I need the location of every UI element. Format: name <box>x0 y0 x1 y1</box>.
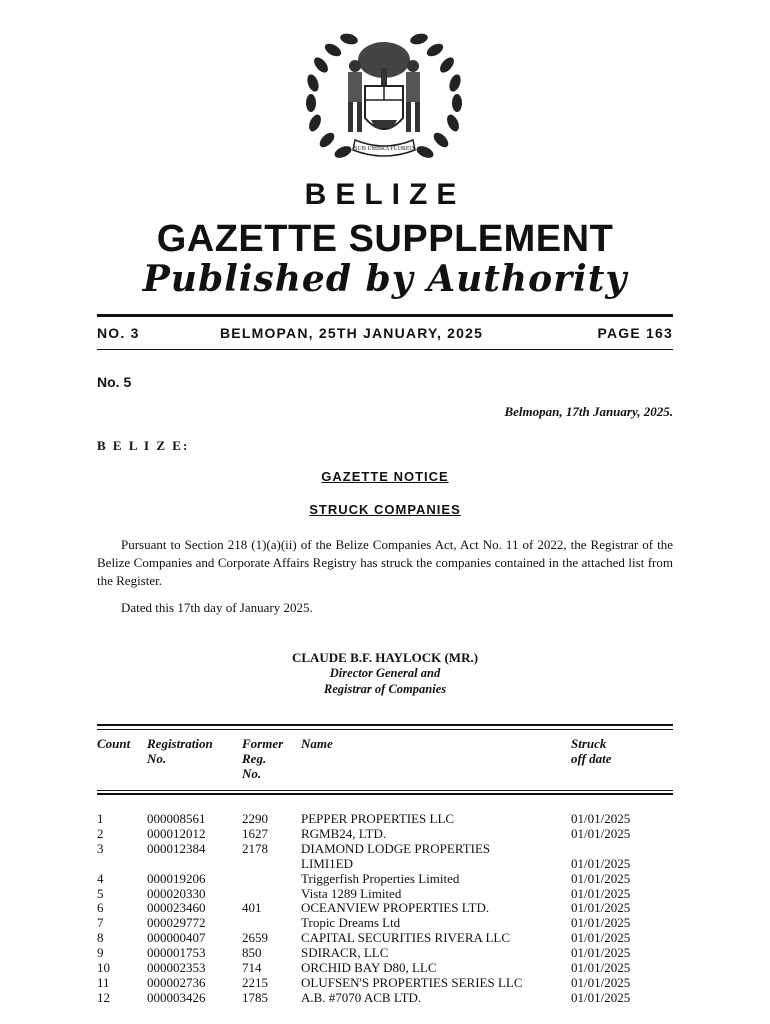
table-rule-mid-2 <box>97 793 673 795</box>
cell-count: 6 <box>97 900 104 916</box>
cell-company-name: RGMB24, LTD. <box>301 825 387 841</box>
cell-registration-no: 000029772 <box>147 915 206 931</box>
cell-company-name-continued: LIMI1ED <box>301 855 353 871</box>
cell-struck-date: 01/01/2025 <box>571 915 631 931</box>
col-header-struck: Struck <box>571 736 607 751</box>
gazette-title: GAZETTE SUPPLEMENT <box>156 218 614 260</box>
cell-company-name: OLUFSEN'S PROPERTIES SERIES LLC <box>301 974 523 990</box>
cell-company-name: OCEANVIEW PROPERTIES LTD. <box>301 900 490 916</box>
notice-body: Pursuant to Section 218 (1)(a)(ii) of the Belize Companies Act, Act No. 11 of 2022, the Registrar of the Belize Companies and Corporate Affairs Registry has struck the companies contained in the attached list from the Register. <box>97 537 673 588</box>
cell-registration-no: 000012012 <box>147 825 206 841</box>
cell-count: 10 <box>97 960 110 975</box>
cell-registration-no: 000003426 <box>147 989 206 1005</box>
cell-registration-no: 000000407 <box>147 930 206 946</box>
cell-company-name: Vista 1289 Limited <box>301 885 402 901</box>
cell-former-reg-no: 850 <box>242 945 262 961</box>
cell-former-reg-no: 1785 <box>242 989 268 1005</box>
jurisdiction-label: B E L I Z E: <box>97 438 190 453</box>
cell-former-reg-no: 1627 <box>242 825 268 841</box>
cell-company-name: A.B. #7070 ACB LTD. <box>301 989 422 1005</box>
table-rule-mid-1 <box>97 790 673 791</box>
cell-registration-no: 000002353 <box>147 960 206 975</box>
cell-company-name: CAPITAL SECURITIES RIVERA LLC <box>301 930 511 946</box>
gazette-subtitle: Published by Authority <box>142 258 628 300</box>
col-header-registration: Registration <box>147 736 213 751</box>
cell-registration-no: 000019206 <box>147 870 206 886</box>
cell-registration-no: 000012384 <box>147 840 206 856</box>
col-header-former: Former <box>242 736 284 751</box>
cell-former-reg-no: 2290 <box>242 811 268 826</box>
col-header-registration-no: No. <box>147 751 167 766</box>
cell-struck-date: 01/01/2025 <box>571 885 631 901</box>
cell-former-reg-no: 2659 <box>242 930 268 946</box>
cell-former-reg-no: 401 <box>242 900 262 916</box>
cell-registration-no: 000023460 <box>147 900 206 916</box>
cell-struck-date: 01/01/2025 <box>571 870 631 886</box>
cell-former-reg-no: 2215 <box>242 974 268 990</box>
masthead-rule-top <box>97 314 673 317</box>
cell-registration-no: 000002736 <box>147 974 206 990</box>
cell-company-name: Triggerfish Properties Limited <box>301 870 460 886</box>
cell-count: 4 <box>97 870 104 886</box>
country-title: BELIZE <box>304 178 466 211</box>
issue-place-date: BELMOPAN, 25TH JANUARY, 2025 <box>220 325 484 341</box>
cell-company-name: SDIRACR, LLC <box>301 945 389 961</box>
col-header-former-no: No. <box>242 766 262 781</box>
cell-struck-date: 01/01/2025 <box>571 974 631 990</box>
cell-registration-no: 000008561 <box>147 811 206 826</box>
issue-number: NO. 3 <box>97 325 140 341</box>
cell-company-name: PEPPER PROPERTIES LLC <box>301 811 455 826</box>
cell-company-name: ORCHID BAY D80, LLC <box>301 960 437 975</box>
cell-count: 11 <box>97 974 110 990</box>
cell-struck-date: 01/01/2025 <box>571 930 631 946</box>
cell-struck-date: 01/01/2025 <box>571 855 631 871</box>
cell-count: 5 <box>97 885 104 901</box>
coat-of-arms-icon <box>303 28 465 168</box>
cell-struck-date: 01/01/2025 <box>571 825 631 841</box>
cell-former-reg-no: 2178 <box>242 840 268 856</box>
cell-count: 8 <box>97 930 104 946</box>
col-header-former-reg: Reg. <box>242 751 267 766</box>
cell-count: 7 <box>97 915 104 931</box>
col-header-struck-date: off date <box>571 751 612 766</box>
crest-motto: SUB UMBRA FLOREO <box>354 146 414 152</box>
notice-number: No. 5 <box>97 374 132 390</box>
notice-dated: Dated this 17th day of January 2025. <box>121 600 313 615</box>
notice-heading: GAZETTE NOTICE <box>321 469 449 484</box>
col-header-count: Count <box>97 736 131 751</box>
cell-struck-date: 01/01/2025 <box>571 945 631 961</box>
cell-struck-date: 01/01/2025 <box>571 900 631 916</box>
cell-count: 12 <box>97 989 110 1005</box>
cell-struck-date: 01/01/2025 <box>571 989 631 1005</box>
table-rule-top-1 <box>97 724 673 726</box>
notice-subheading: STRUCK COMPANIES <box>309 502 461 517</box>
cell-company-name: DIAMOND LODGE PROPERTIES <box>301 840 491 856</box>
cell-registration-no: 000001753 <box>147 945 206 961</box>
cell-count: 2 <box>97 825 104 841</box>
cell-company-name: Tropic Dreams Ltd <box>301 915 401 931</box>
notice-dateline: Belmopan, 17th January, 2025. <box>504 404 673 419</box>
cell-registration-no: 000020330 <box>147 885 206 901</box>
cell-count: 1 <box>97 811 104 826</box>
table-rule-top-2 <box>97 729 673 730</box>
cell-struck-date: 01/01/2025 <box>571 960 631 975</box>
signatory-name: CLAUDE B.F. HAYLOCK (MR.) <box>291 650 479 665</box>
page-number: PAGE 163 <box>597 325 673 341</box>
cell-count: 3 <box>97 840 104 856</box>
col-header-name: Name <box>301 736 333 751</box>
masthead-rule-bottom <box>97 349 673 350</box>
cell-former-reg-no: 714 <box>242 960 262 975</box>
cell-struck-date: 01/01/2025 <box>571 811 631 826</box>
signatory-role-2: Registrar of Companies <box>323 682 447 696</box>
cell-count: 9 <box>97 945 104 961</box>
signatory-role-1: Director General and <box>329 666 441 680</box>
